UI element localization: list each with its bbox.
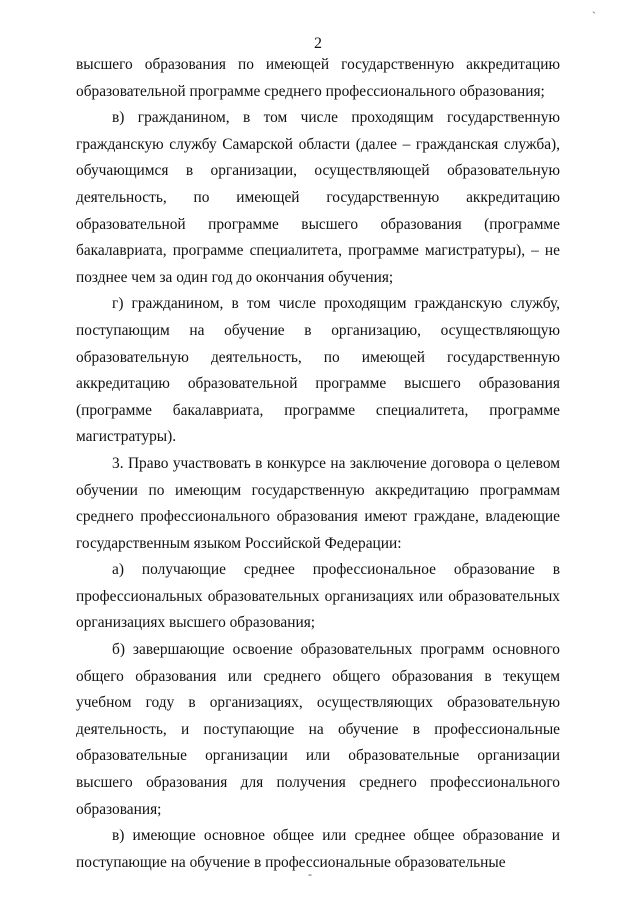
scan-mark-bottom: - [308,867,312,881]
scan-mark-top: ` [592,9,596,23]
paragraph-section-3: 3. Право участвовать в конкурсе на заключение договора о целевом обучении по имеющим государственную аккредитацию программам среднего профессионального образования имеют граждане, владеющие государственным языком Российской Федерации: [76,454,560,552]
paragraph-item-b: б) завершающие освоение образовательных программ основного общего образования или среднего общего образования в текущем учебном году в организациях, осуществляющих образовательную деятельность, и поступающие на обучение в профессиональные образовательные организации или образовательные организации высшего образования для получения среднего профессионального образования; [76,641,560,818]
document-body [76,52,560,876]
paragraph-continuation: высшего образования по имеющей государственную аккредитацию образовательной программе среднего профессионального образования; [76,56,560,100]
paragraph-item-v: в) гражданином, в том числе проходящим государственную гражданскую службу Самарской области (далее – гражданская служба), обучающимся в организации, осуществляющей образовательную деятельность, по имеющей государственную аккредитацию образовательной программе высшего образования (программе бакалавриата, программе специалитета, программе магистратуры), – не позднее чем за один год до окончания обучения; [76,109,560,286]
paragraph-item-v-2: в) имеющие основное общее или среднее общее образование и поступающие на обучение в профессиональные образовательные [76,827,560,871]
paragraph-item-a: а) получающие среднее профессиональное образование в профессиональных образовательных организациях или образовательных организациях высшего образования; [76,561,560,632]
paragraph-item-g: г) гражданином, в том числе проходящим гражданскую службу, поступающим на обучение в организацию, осуществляющую образовательную деятельность, по имеющей государственную аккредитацию образовательной программе высшего образования (программе бакалавриата, программе специалитета, программе магистратуры). [76,295,560,446]
page-number: 2 [314,35,322,52]
